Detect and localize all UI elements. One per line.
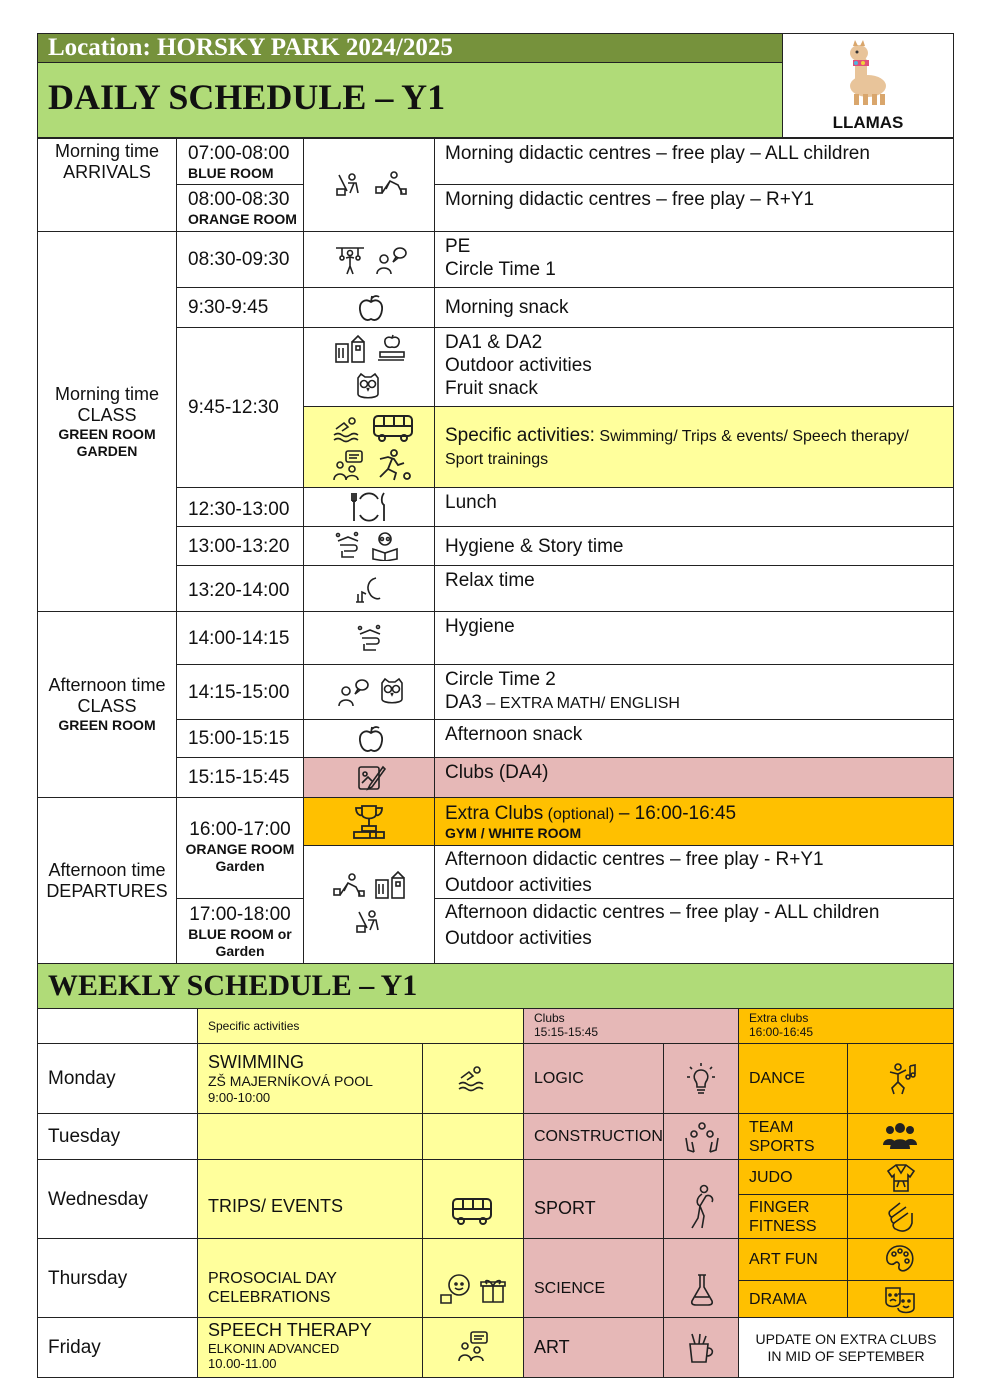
activity-text: Hygiene & Story time [445,535,624,557]
activity-text: Afternoon didactic centres – free play - ALL children [445,902,880,923]
time-text: 17:00-18:00 [189,903,291,925]
club-text: SCIENCE [534,1280,606,1297]
science-flask-icon [688,1273,716,1307]
owl-icon [378,677,406,707]
activity-cell [434,487,954,527]
time-cell [176,719,304,758]
group-label: DEPARTURES [46,880,168,901]
day-cell-friday [37,1317,198,1378]
activity-text: Afternoon snack [445,724,583,745]
group-label: CLASS [77,696,137,716]
club-cell [523,1238,664,1318]
day-label: Friday [48,1337,101,1358]
specific-text: SPEECH THERAPY [208,1320,372,1340]
day-cell-thursday [37,1238,198,1318]
time-text: 07:00-08:00 [188,142,290,164]
dance-icon [884,1062,918,1096]
extra-icon-cell [847,1238,954,1281]
activity-cell [434,898,954,964]
art-palette-icon [356,763,386,793]
extra-clubs-note [738,1317,954,1378]
activity-text: DA3 [445,692,482,713]
specific-time: 10.00-11.00 [208,1356,277,1371]
specific-cell [197,1043,423,1114]
specific-sub: ZŠ MAJERNÍKOVÁ POOL [208,1073,373,1089]
icon-cell [303,611,435,665]
activity-text: Clubs (DA4) [445,762,549,783]
group-label: Afternoon time [48,859,166,880]
activity-text: Lunch [445,492,497,513]
extra-text: DRAMA [749,1290,807,1308]
apple-snack-icon [357,293,385,323]
extra-clubs-cell [434,797,954,846]
club-icon-cell [663,1113,739,1160]
finger-hand-icon [886,1199,916,1237]
header-location-bar [37,33,783,63]
time-text: 14:15-15:00 [188,681,290,703]
extra-text: TEAM SPORTS [749,1118,815,1155]
location-text: Location: HORSKY PARK 2024/2025 [48,34,453,61]
time-text: 13:00-13:20 [188,535,290,557]
free-play-child-icon [334,169,364,197]
time-cell [176,231,304,288]
extra-cell [738,1238,848,1281]
activity-cell [434,526,954,566]
extra-icon-cell [847,1043,954,1114]
icon-cell [303,845,435,964]
playing-blocks-icon [374,169,408,197]
specific-activities-text [445,424,943,471]
activity-text: – 16:00-16:45 [618,803,737,824]
speech-therapy-icon [457,1330,489,1362]
specific-cell [197,1317,423,1378]
group-label: Afternoon time [48,675,166,695]
note-text: IN MID OF SEPTEMBER [767,1347,925,1364]
activity-line [445,802,943,825]
group-label: Morning time [54,383,160,404]
sport-training-icon [374,449,412,481]
palette-icon [884,1243,916,1275]
child-face-icon [439,1273,473,1305]
room-text: ORANGE ROOM [188,211,297,227]
extra-text: FINGER FITNESS [749,1198,817,1235]
time-text: 12:30-13:00 [188,498,290,520]
group-room: GARDEN [76,442,138,459]
header-label: 16:00-16:45 [749,1025,814,1039]
activity-text: Relax time [445,570,535,591]
gift-box-icon [479,1273,507,1305]
activity-cell [434,611,954,665]
extra-cell [738,1043,848,1114]
activity-small-text: – EXTRA MATH/ ENGLISH [486,695,680,712]
class-logo-box [782,33,954,138]
hand-washing-icon [334,531,362,561]
time-cell [176,757,304,798]
swimming-icon [332,413,362,443]
group-room: GREEN ROOM [58,717,156,733]
room-text: GYM / WHITE ROOM [445,825,582,841]
activity-text: Morning didactic centres – free play – ALL children [445,143,870,164]
extra-cell [738,1280,848,1318]
club-icon-cell [663,1043,739,1114]
activity-text: Circle Time 1 [445,259,556,280]
weekly-title: WEEKLY SCHEDULE – Y1 [48,969,418,1002]
activity-cell [434,327,954,407]
group-label: Morning time [54,141,160,161]
activity-text: PE [445,236,471,257]
specific-cell [197,1113,423,1160]
bus-icon [372,413,414,443]
activity-text: Outdoor activities [445,928,592,949]
team-people-icon [882,1121,918,1151]
judo-kimono-icon [886,1163,916,1193]
icon-cell [303,327,435,407]
time-cell [176,138,304,185]
time-cell [176,898,304,964]
activity-cell [434,757,954,798]
icon-cell [303,757,435,798]
drama-masks-icon [884,1284,916,1316]
room-text: BLUE ROOM [188,164,274,181]
bus-icon [451,1196,493,1226]
group-morning-arrivals [37,138,177,232]
club-cell [523,1159,664,1239]
activity-cell [434,565,954,612]
construction-hands-icon [684,1120,720,1154]
time-text: 14:00-14:15 [188,627,290,649]
lunch-plate-icon [350,491,388,523]
activity-text: Afternoon didactic centres – free play - R+Y1 [445,849,824,870]
activity-line [445,691,943,714]
activity-text: Extra Clubs [445,803,544,824]
activity-text: DA1 & DA2 [445,332,543,353]
icon-cell [303,287,435,328]
group-afternoon-departures [37,797,177,964]
club-text: SPORT [534,1198,596,1218]
specific-icon-cell [422,1043,524,1114]
icon-cell [303,664,435,720]
club-cell [523,1317,664,1378]
speech-therapy-icon [332,449,364,481]
activity-cell [434,184,954,232]
day-cell-wednesday [37,1159,198,1239]
time-cell [176,526,304,566]
extra-cell [738,1113,848,1160]
specific-icon-cell [422,1238,524,1318]
specific-icon-cell [422,1159,524,1239]
activity-text: Outdoor activities [445,875,592,896]
time-text: 9:30-9:45 [188,297,269,318]
day-label: Tuesday [48,1126,121,1147]
school-building-icon [334,334,368,364]
time-text: 15:00-15:15 [188,728,290,749]
extra-text: DANCE [749,1070,806,1087]
time-cell [176,664,304,720]
header-label: Specific activities [208,1019,300,1033]
extra-cell [738,1194,848,1239]
circle-time-speech-icon [338,677,370,707]
club-cell [523,1113,664,1160]
group-label: ARRIVALS [63,162,151,182]
extra-cell [738,1159,848,1195]
group-label: CLASS [77,404,137,425]
sport-stretch-icon [688,1184,716,1230]
header-title-bar [37,62,783,138]
activity-cell [434,664,954,720]
pe-gym-icon [334,244,366,276]
note-text: UPDATE ON EXTRA CLUBS [755,1330,937,1347]
club-icon-cell [663,1159,739,1239]
activity-cell [434,719,954,758]
specific-time: 9:00-10:00 [208,1090,271,1105]
room-text: Garden [215,858,265,874]
page-title: DAILY SCHEDULE – Y1 [48,77,446,117]
activity-text: Hygiene [445,616,515,637]
playing-blocks-icon [332,870,366,900]
time-text: 15:15-15:45 [188,767,290,788]
specific-text: TRIPS/ EVENTS [208,1196,344,1216]
club-text: ART [534,1337,570,1357]
class-name: LLAMAS [832,113,904,132]
club-text: CONSTRUCTION [534,1128,663,1145]
activity-cell [434,138,954,185]
time-text: 16:00-17:00 [189,819,291,840]
extra-icon-cell [847,1159,954,1195]
icon-cell [303,797,435,846]
day-label: Wednesday [48,1189,148,1210]
specific-text: PROSOCIAL DAY [208,1270,337,1287]
icon-cell [303,526,435,566]
club-icon-cell [663,1238,739,1318]
specific-icon-cell [422,1317,524,1378]
extra-icon-cell [847,1194,954,1239]
specific-cell [197,1159,423,1239]
icon-cell [303,719,435,758]
trophy-icon [352,804,386,840]
apple-snack-icon [357,724,385,754]
time-text: 08:00-08:30 [188,189,290,210]
story-book-icon [370,531,400,561]
activity-text: Morning snack [445,297,569,318]
group-morning-class [37,231,177,612]
time-text: 08:30-09:30 [188,249,290,270]
activity-text: Morning didactic centres – free play – R+Y1 [445,189,815,210]
llama-logo [841,40,895,106]
activity-text: Circle Time 2 [445,669,556,690]
header-label: Extra clubs [749,1011,809,1025]
day-label: Monday [48,1068,116,1089]
activity-small-text: (optional) [547,806,615,823]
extra-icon-cell [847,1280,954,1318]
time-cell [176,184,304,232]
extra-text: JUDO [749,1168,793,1186]
time-cell [176,565,304,612]
weekly-header-empty [37,1008,198,1044]
swimming-icon [457,1062,487,1092]
room-text: BLUE ROOM or [188,925,292,942]
specific-sub: ELKONIN ADVANCED [208,1341,340,1356]
group-room: GREEN ROOM [58,425,156,442]
activity-cell [434,231,954,288]
header-label: Clubs [534,1011,565,1025]
activity-text: Fruit snack [445,378,538,399]
owl-icon [354,372,382,402]
specific-activities-cell [434,406,954,488]
free-play-child-icon [354,906,384,934]
activity-cell [434,845,954,899]
art-brushes-icon [686,1332,716,1364]
relax-icon [354,576,382,604]
hand-washing-icon [356,624,384,654]
teacher-desk-icon [376,334,406,364]
icon-cell [303,231,435,288]
extra-icon-cell [847,1113,954,1160]
time-text: 13:20-14:00 [188,580,290,601]
icon-cell [303,565,435,612]
time-text: 9:45-12:30 [188,397,279,418]
specific-text: SWIMMING [208,1052,304,1072]
school-building-icon [374,870,408,900]
weekly-header-extra [738,1008,954,1044]
club-cell [523,1043,664,1114]
lightbulb-icon [684,1062,718,1096]
time-cell [176,327,304,488]
time-cell [176,611,304,665]
time-cell [176,797,304,899]
activity-cell [434,287,954,328]
room-text: Garden [215,942,265,959]
weekly-header-specific [197,1008,524,1044]
weekly-header-clubs [523,1008,739,1044]
club-text: LOGIC [534,1070,584,1087]
specific-icon-cell [422,1113,524,1160]
specific-cell [197,1238,423,1318]
day-cell-monday [37,1043,198,1114]
day-label: Thursday [48,1268,128,1289]
weekly-title-bar [37,963,954,1009]
activity-text: Specific activities: [445,424,595,446]
icon-cell [303,138,435,232]
icon-cell [303,487,435,527]
time-cell [176,487,304,527]
circle-time-speech-icon [376,244,408,276]
room-text: ORANGE ROOM [185,841,295,857]
day-cell-tuesday [37,1113,198,1160]
time-cell [176,287,304,328]
extra-text: ART FUN [749,1251,818,1268]
icon-cell [303,406,435,488]
header-label: 15:15-15:45 [534,1025,599,1039]
specific-text: CELEBRATIONS [208,1289,331,1306]
activity-text: Outdoor activities [445,355,592,376]
activity-small-text: Swimming/ Trips & events/ Speech therapy/ Sport trainings [445,427,909,468]
club-icon-cell [663,1317,739,1378]
group-afternoon-class [37,611,177,798]
